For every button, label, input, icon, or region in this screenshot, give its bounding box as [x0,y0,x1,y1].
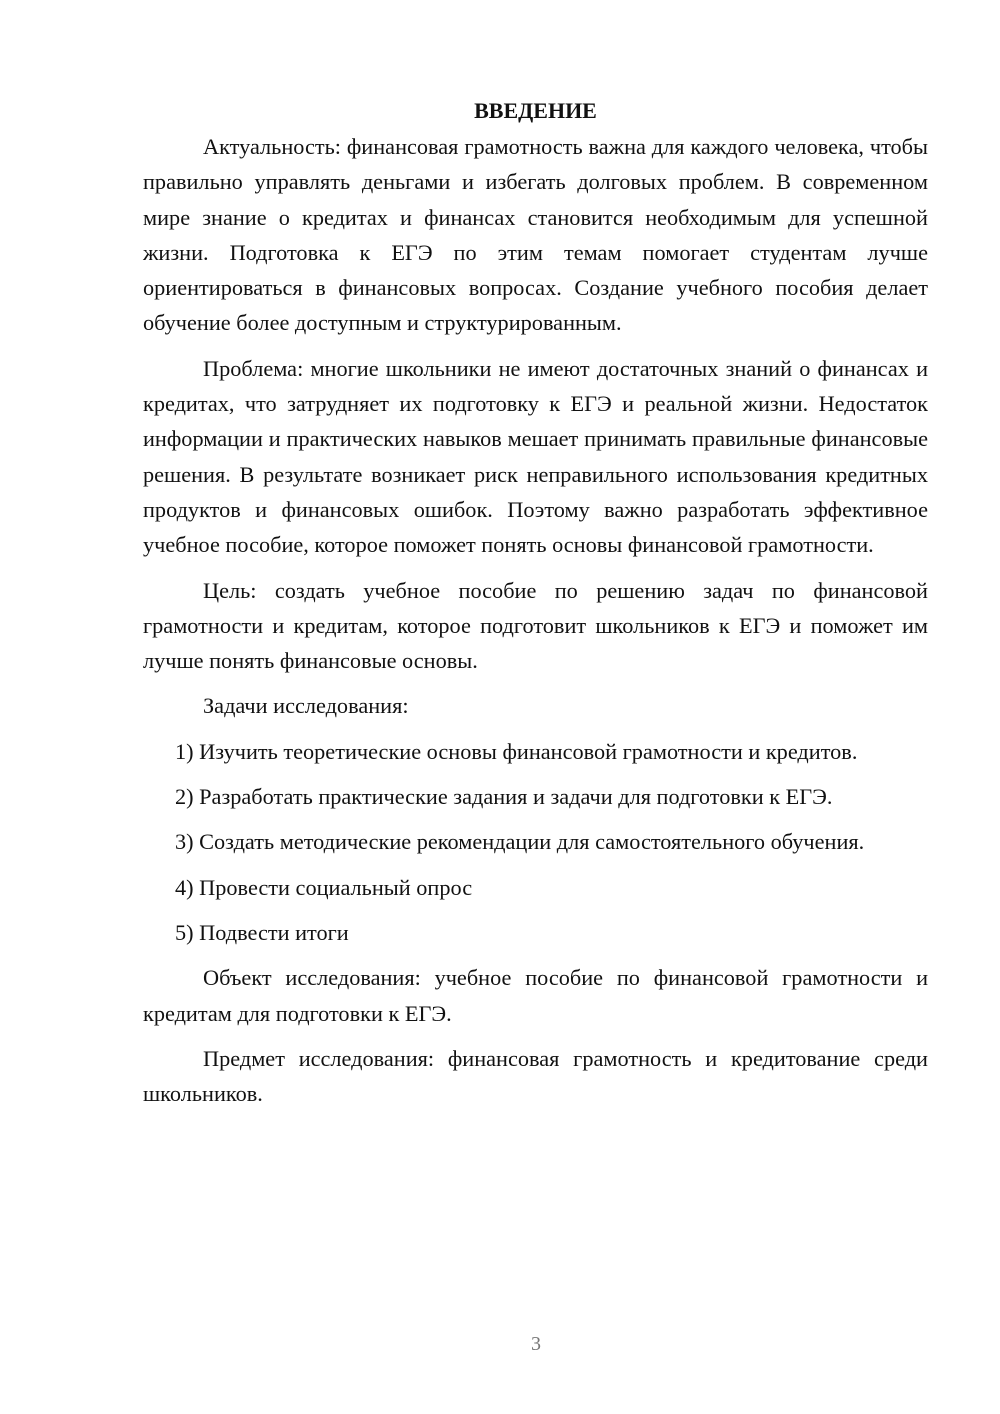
paragraph-relevance: Актуальность: финансовая грамотность важна для каждого человека, чтобы правильно управлять деньгами и избегать долговых проблем. В современном мире знание о кредитах и финансах становится необходимым для успешной жизни. Подготовка к ЕГЭ по этим темам помогает студентам лучше ориентироваться в финансовых вопросах. Создание учебного пособия делает обучение более доступным и структурированным. [143,134,928,336]
paragraph-problem: Проблема: многие школьники не имеют достаточных знаний о финансах и кредитах, что затрудняет их подготовку к ЕГЭ и реальной жизни. Недостаток информации и практических навыков мешает принимать правильные финансовые решения. В результате возникает риск неправильного использования кредитных продуктов и финансовых ошибок. Поэтому важно разработать эффективное учебное пособие, которое поможет понять основы финансовой грамотности. [143,355,928,558]
section-title: ВВЕДЕНИЕ [474,98,597,123]
task-list [143,734,928,950]
document-body [143,93,928,1111]
page-number: 3 [531,1333,541,1355]
paragraph-subject: Предмет исследования: финансовая грамотность и кредитование среди школьников. [143,1045,928,1107]
task-item-3: 3) Создать методические рекомендации для самостоятельного обучения. [175,829,865,855]
task-item-4: 4) Провести социальный опрос [175,874,473,900]
task-item-1: 1) Изучить теоретические основы финансовой грамотности и кредитов. [175,738,858,764]
task-item-5: 5) Подвести итоги [175,919,349,945]
paragraph-object: Объект исследования: учебное пособие по финансовой грамотности и кредитам для подготовки к ЕГЭ. [143,965,928,1026]
paragraph-goal: Цель: создать учебное пособие по решению задач по финансовой грамотности и кредитам, которое подготовит школьников к ЕГЭ и поможет им лучше понять финансовые основы. [143,577,928,674]
paragraph-tasks-heading: Задачи исследования: [203,693,409,719]
task-item-2: 2) Разработать практические задания и задачи для подготовки к ЕГЭ. [175,784,833,810]
